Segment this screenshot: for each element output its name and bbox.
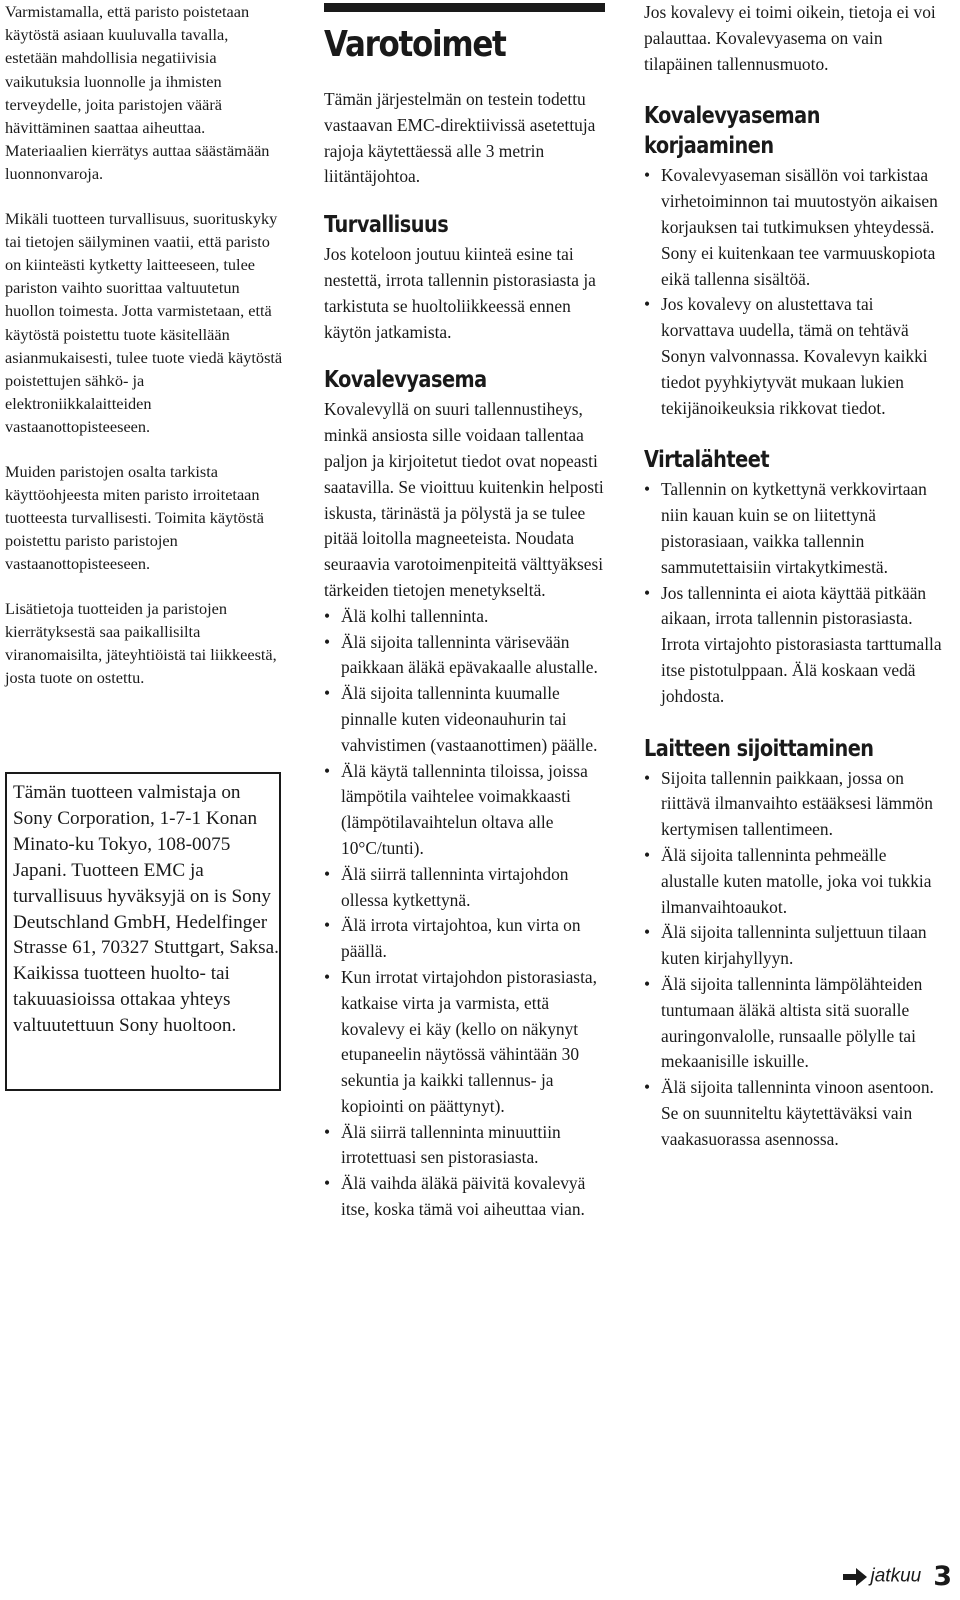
heading-power: Virtalähteet — [644, 447, 770, 474]
list-item: • Älä vaihda äläkä päivitä kovalevyä itse, koska tämä voi aiheuttaa vian. — [324, 1171, 609, 1223]
page-title: Varotoimet — [324, 24, 506, 65]
list-item: • Älä sijoita tallenninta vinoon asentoon. Se on suunniteltu käytettäväksi vain vaakasuorassa asennossa. — [644, 1075, 944, 1152]
right-arrow-icon — [843, 1567, 867, 1587]
list-item: • Älä käytä tallenninta tiloissa, joissa lämpötila vaihtelee voimakkaasti (lämpötilavaihtelun oltava alle 10°C/tunti). — [324, 759, 609, 862]
paragraph-other-batteries: Muiden paristojen osalta tarkista käyttöohjeesta miten paristo irroitetaan tuotteesta turvallisesti. Toimita käytöstä poistettu paristo paristojen vastaanottopisteeseen. — [5, 461, 265, 574]
title-rule — [324, 3, 605, 12]
heading-placement: Laitteen sijoittaminen — [644, 735, 874, 762]
list-item: • Älä sijoita tallenninta lämpölähteiden tuntumaan äläkä altista sitä suoralle auringonvalolle, runsaalle pölylle tai mekaanisille iskuille. — [644, 972, 944, 1075]
emc-intro: Tämän järjestelmän on testein todettu vastaavan EMC-direktiivissä asetettuja rajoja käytettäessä alle 3 metrin liitäntäjohtoa. — [324, 89, 596, 187]
list-item: • Kovalevyaseman sisällön voi tarkistaa virhetoiminnon tai muutostyön aikaisen korjauksen tai tutkimuksen yhteydessä. Sony ei kuitenkaan tee varmuuskopiota eikä tallenna sisältöä. — [644, 163, 944, 292]
hdd-repair-list — [644, 163, 944, 421]
list-item: • Älä sijoita tallenninta suljettuun tilaan kuten kirjahyllyyn. — [644, 920, 944, 972]
list-item: • Älä sijoita tallenninta kuumalle pinnalle kuten videonauhurin tai vahvistimen (vastaanottimen) päälle. — [324, 681, 609, 758]
list-item: • Tallennin on kytkettynä verkkovirtaan niin kauan kuin se on liitettynä pistorasiaan, vaikka tallennin sammutettaisiin virtakytkimestä. — [644, 477, 944, 580]
safety-text: Jos koteloon joutuu kiinteä esine tai nestettä, irrota tallennin pistorasiasta ja tarkistuta se huoltoliikkeessä ennen käytön jatkamista. — [324, 244, 596, 342]
list-item: • Älä irrota virtajohtoa, kun virta on päällä. — [324, 913, 609, 965]
manufacturer-info-box — [5, 772, 281, 1091]
column-left — [5, 0, 283, 689]
heading-hdd-repair: Kovalevyaseman korjaaminen — [644, 103, 820, 160]
list-item: • Älä siirrä tallenninta minuuttiin irrotettuasi sen pistorasiasta. — [324, 1120, 609, 1172]
power-list — [644, 477, 944, 709]
list-item: • Älä kolhi tallenninta. — [324, 604, 609, 630]
list-item: • Sijoita tallennin paikkaan, jossa on riittävä ilmanvaihto estääksesi lämmön kertymisen tallentimeen. — [644, 766, 944, 843]
manufacturer-info-text: Tämän tuotteen valmistaja on Sony Corporation, 1-7-1 Konan Minato-ku Tokyo, 108-0075 Japani. Tuotteen EMC ja turvallisuus hyväksyjä on is Sony Deutschland GmbH, Hedelfinger Strasse 61, 70327 Stuttgart, Saksa. Kaikissa tuotteen huolto- tai takuuasioissa ottakaa yhteys valtuutettuun Sony huoltoon. — [13, 782, 279, 1037]
list-item: • Älä sijoita tallenninta värisevään paikkaan äläkä epävakaalle alustalle. — [324, 630, 609, 682]
list-item: • Jos tallenninta ei aiota käyttää pitkään aikaan, irrota tallennin pistorasiasta. Irrota virtajohto pistorasiasta tarttumalla itse pistotulppaan. Älä koskaan vedä johdosta. — [644, 581, 944, 710]
list-item: • Jos kovalevy on alustettava tai korvattava uudella, tämä on tehtävä Sonyn valvonnassa. Kovalevyn kaikki tiedot pyyhkiytyvät mukaan lukien tekijänoikeuksia rikkovat tiedot. — [644, 292, 944, 421]
heading-hdd: Kovalevyasema — [324, 367, 487, 394]
hdd-warning-intro: Jos kovalevy ei toimi oikein, tietoja ei voi palauttaa. Kovalevyasema on vain tilapäinen tallennusmuoto. — [644, 2, 936, 74]
list-item: • Kun irrotat virtajohdon pistorasiasta, katkaise virta ja varmista, että kovalevy ei käy (kello on näkynyt etupaneelin näytössä vähintään 30 sekuntia ja kaikki tallennus- ja kopiointi on päättynyt). — [324, 965, 609, 1120]
paragraph-battery-disposal: Varmistamalla, että paristo poistetaan käytöstä asiaan kuuluvalla tavalla, estetään mahdollisia negatiivisia vaikutuksia luonnolle ja ihmisten terveydelle, joita paristojen väärä hävittäminen saattaa aiheuttaa. Materiaalien kierrätys auttaa säästämään luonnonvaroja. — [5, 2, 270, 184]
paragraph-battery-replacement: Mikäli tuotteen turvallisuus, suorituskyky tai tietojen säilyminen vaatii, että paristo on kiinteästi kytketty laitteeseen, tulee pariston vaihto suorittaa valtuutetun huollon toimesta. Jotta varmistetaan, että käytöstä poistettu tuote käsitellään asianmukaisesti, tulee tuote viedä käytöstä poistettujen sähkö- ja elektroniikkalaitteiden vastaanottopisteeseen. — [5, 208, 283, 437]
hdd-precautions-list — [324, 604, 609, 1223]
hdd-text: Kovalevyllä on suuri tallennustiheys, minkä ansiosta sille voidaan tallentaa paljon ja kirjoitetut tiedot ovat nopeasti saatavilla. Se vioittuu kuitenkin helposti iskusta, tärinästä ja pölystä ja se tulee pitää loitolla magneeteista. Noudata seuraavia varotoimenpiteitä välttyäksesi tärkeiden tietojen menetykseltä. — [324, 399, 604, 600]
page-footer — [843, 1561, 953, 1592]
list-item: • Älä sijoita tallenninta pehmeälle alustalle kuten matolle, joka voi tukkia ilmanvaihtoaukot. — [644, 843, 944, 920]
paragraph-recycling-info: Lisätietoja tuotteiden ja paristojen kierrätyksestä saa paikallisilta viranomaisilta, jäteyhtiöistä tai liikkeestä, josta tuote on ostettu. — [5, 598, 277, 688]
page-number: 3 — [933, 1561, 952, 1592]
list-item: • Älä siirrä tallenninta virtajohdon ollessa kytkettynä. — [324, 862, 609, 914]
column-right — [644, 0, 944, 1152]
continued-label: jatkuu — [870, 1565, 922, 1587]
column-middle — [324, 25, 609, 1223]
placement-list — [644, 766, 944, 1153]
heading-safety: Turvallisuus — [324, 212, 449, 239]
